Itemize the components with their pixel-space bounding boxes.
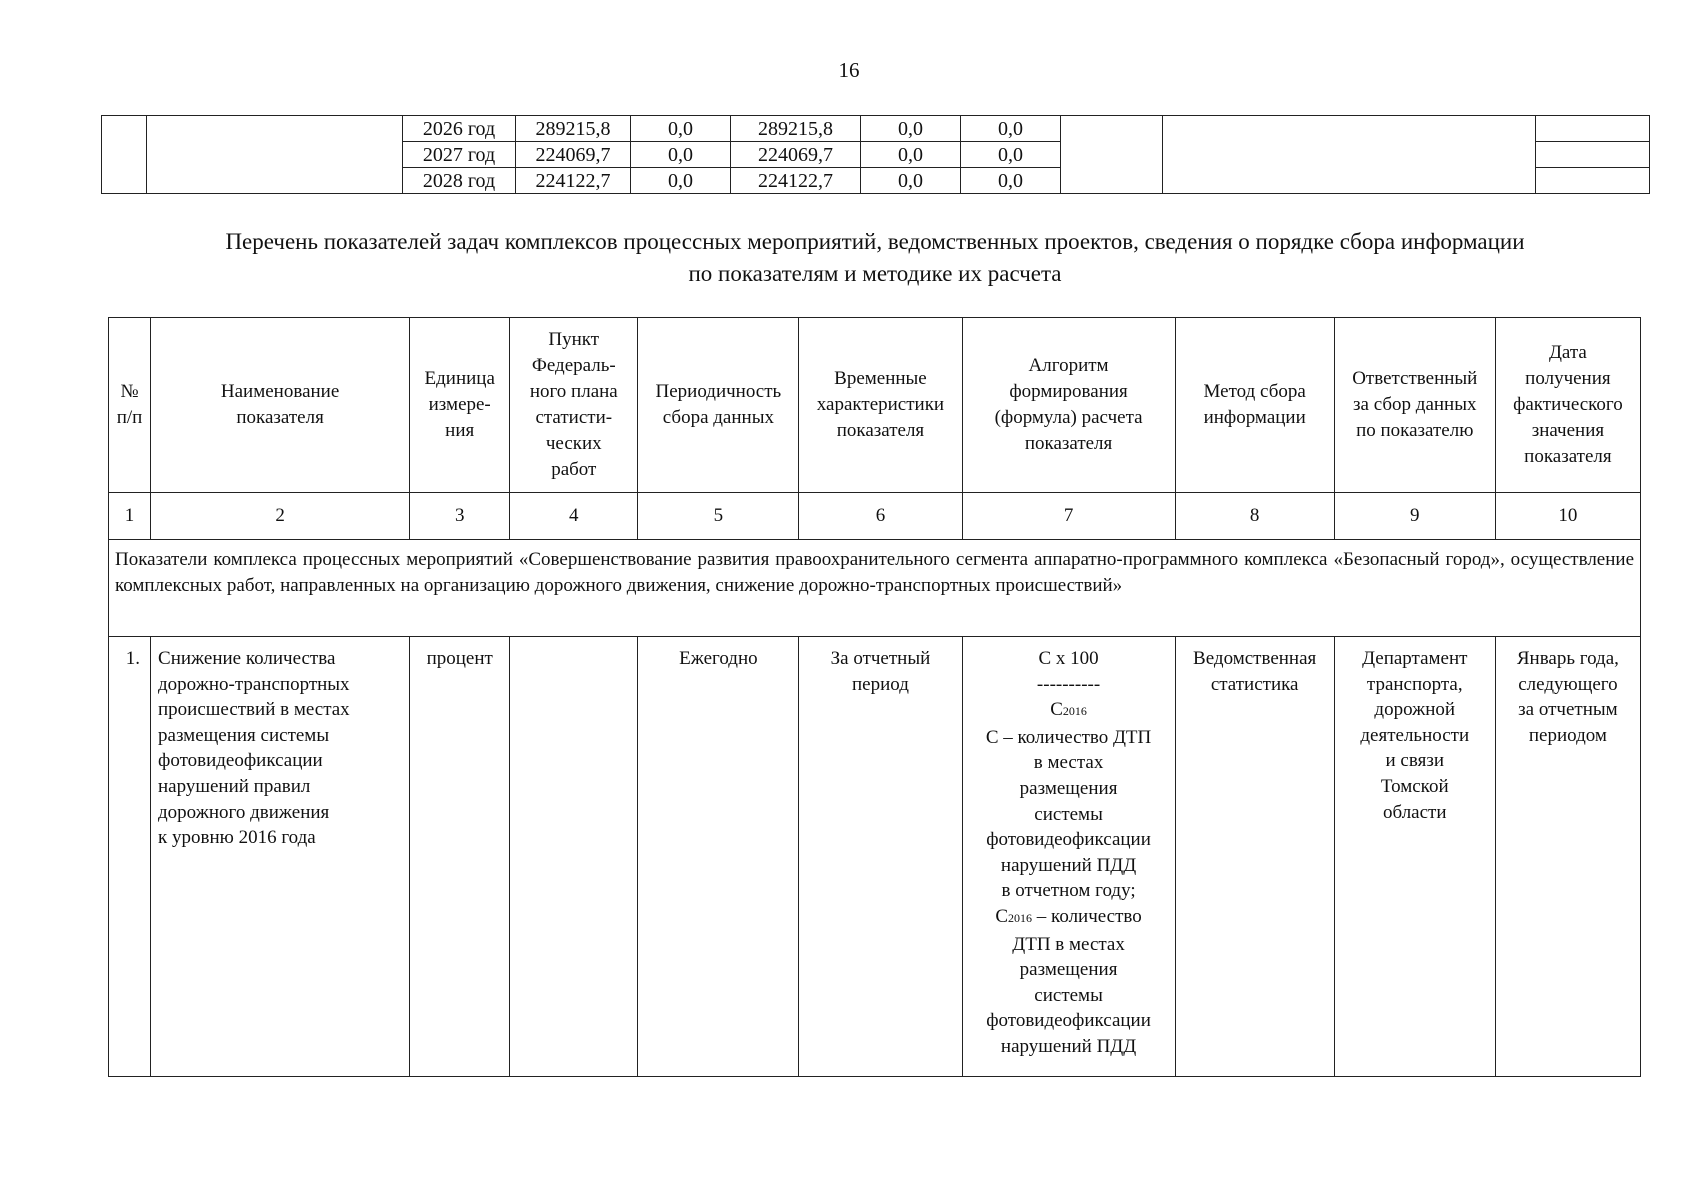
indicator-algorithm: С х 100 ---------- С2016 С – количество ДТП в местах размещения системы фотовидеофиксации нарушений ПДД в отчетном году; С2016 – количество ДТП в местах размещения системы фотовидеофиксации нарушений ПДД [962, 637, 1175, 1077]
finance-year: 2027 год [403, 142, 516, 168]
page-number: 16 [838, 58, 860, 82]
indicator-row [109, 637, 1641, 1077]
finance-row [102, 116, 1650, 142]
indicator-responsible: Департамент транспорта, дорожной деятельности и связи Томской области [1334, 637, 1495, 1077]
header-number: № п/п [109, 318, 151, 493]
section-title-line: Перечень показателей задач комплексов процессных мероприятий, ведомственных проектов, сведения о порядке сбора информации [225, 229, 1525, 254]
finance-value: 0,0 [961, 142, 1061, 168]
section-title-line: по показателям и методике их расчета [688, 261, 1062, 286]
finance-table [101, 115, 1650, 194]
finance-empty-cell [1536, 116, 1650, 142]
column-number: 7 [962, 493, 1175, 540]
finance-value: 224122,7 [731, 168, 861, 194]
column-number: 8 [1175, 493, 1334, 540]
finance-value: 0,0 [631, 168, 731, 194]
indicator-federal-plan [510, 637, 638, 1077]
finance-empty-cell [1061, 116, 1163, 194]
indicator-time: За отчетный период [799, 637, 962, 1077]
header-responsible: Ответственный за сбор данных по показателю [1334, 318, 1495, 493]
indicator-method: Ведомственная статистика [1175, 637, 1334, 1077]
column-number: 5 [638, 493, 799, 540]
column-number: 6 [799, 493, 962, 540]
formula-denominator: С2016 [1050, 699, 1087, 721]
row-number: 1. [109, 637, 151, 1077]
indicator-unit: процент [410, 637, 510, 1077]
indicator-date: Январь года, следующего за отчетным периодом [1495, 637, 1640, 1077]
finance-total: 224122,7 [516, 168, 631, 194]
finance-value: 0,0 [961, 116, 1061, 142]
header-row [109, 318, 1641, 493]
column-number: 9 [1334, 493, 1495, 540]
finance-total: 224069,7 [516, 142, 631, 168]
indicator-periodicity: Ежегодно [638, 637, 799, 1077]
header-federal-plan: Пункт Федераль- ного плана статисти- ческих работ [510, 318, 638, 493]
finance-value: 0,0 [861, 142, 961, 168]
column-number: 3 [410, 493, 510, 540]
section-description: Показатели комплекса процессных мероприятий «Совершенствование развития правоохранительного сегмента аппаратно-программного комплекса «Безопасный город», осуществление комплексных работ, направленных на организацию дорожного движения, снижение дорожно-транспортных происшествий» [109, 540, 1641, 637]
header-method: Метод сбора информации [1175, 318, 1334, 493]
column-number: 10 [1495, 493, 1640, 540]
header-algorithm: Алгоритм формирования (формула) расчета показателя [962, 318, 1175, 493]
finance-total: 289215,8 [516, 116, 631, 142]
finance-value: 289215,8 [731, 116, 861, 142]
finance-empty-cell [1536, 142, 1650, 168]
finance-value: 0,0 [631, 116, 731, 142]
finance-empty-cell [1536, 168, 1650, 194]
column-numbers-row [109, 493, 1641, 540]
finance-value: 0,0 [631, 142, 731, 168]
finance-value: 0,0 [861, 168, 961, 194]
header-time: Временные характеристики показателя [799, 318, 962, 493]
section-title [101, 226, 1649, 290]
section-row [109, 540, 1641, 637]
header-date: Дата получения фактического значения показателя [1495, 318, 1640, 493]
formula-numerator: С х 100 [1038, 648, 1099, 669]
column-number: 2 [151, 493, 410, 540]
finance-year: 2028 год [403, 168, 516, 194]
finance-value: 0,0 [961, 168, 1061, 194]
header-name: Наименование показателя [151, 318, 410, 493]
finance-empty-cell [102, 116, 147, 194]
finance-value: 224069,7 [731, 142, 861, 168]
column-number: 4 [510, 493, 638, 540]
finance-empty-cell [1163, 116, 1536, 194]
header-periodicity: Периодичность сбора данных [638, 318, 799, 493]
formula-divider: ---------- [1036, 673, 1101, 695]
indicators-table [108, 317, 1641, 1077]
header-unit: Единица измере- ния [410, 318, 510, 493]
column-number: 1 [109, 493, 151, 540]
finance-year: 2026 год [403, 116, 516, 142]
indicator-name: Снижение количества дорожно-транспортных происшествий в местах размещения системы фотовидеофиксации нарушений правил дорожного движения к уровню 2016 года [151, 637, 410, 1077]
finance-value: 0,0 [861, 116, 961, 142]
finance-empty-cell [147, 116, 403, 194]
